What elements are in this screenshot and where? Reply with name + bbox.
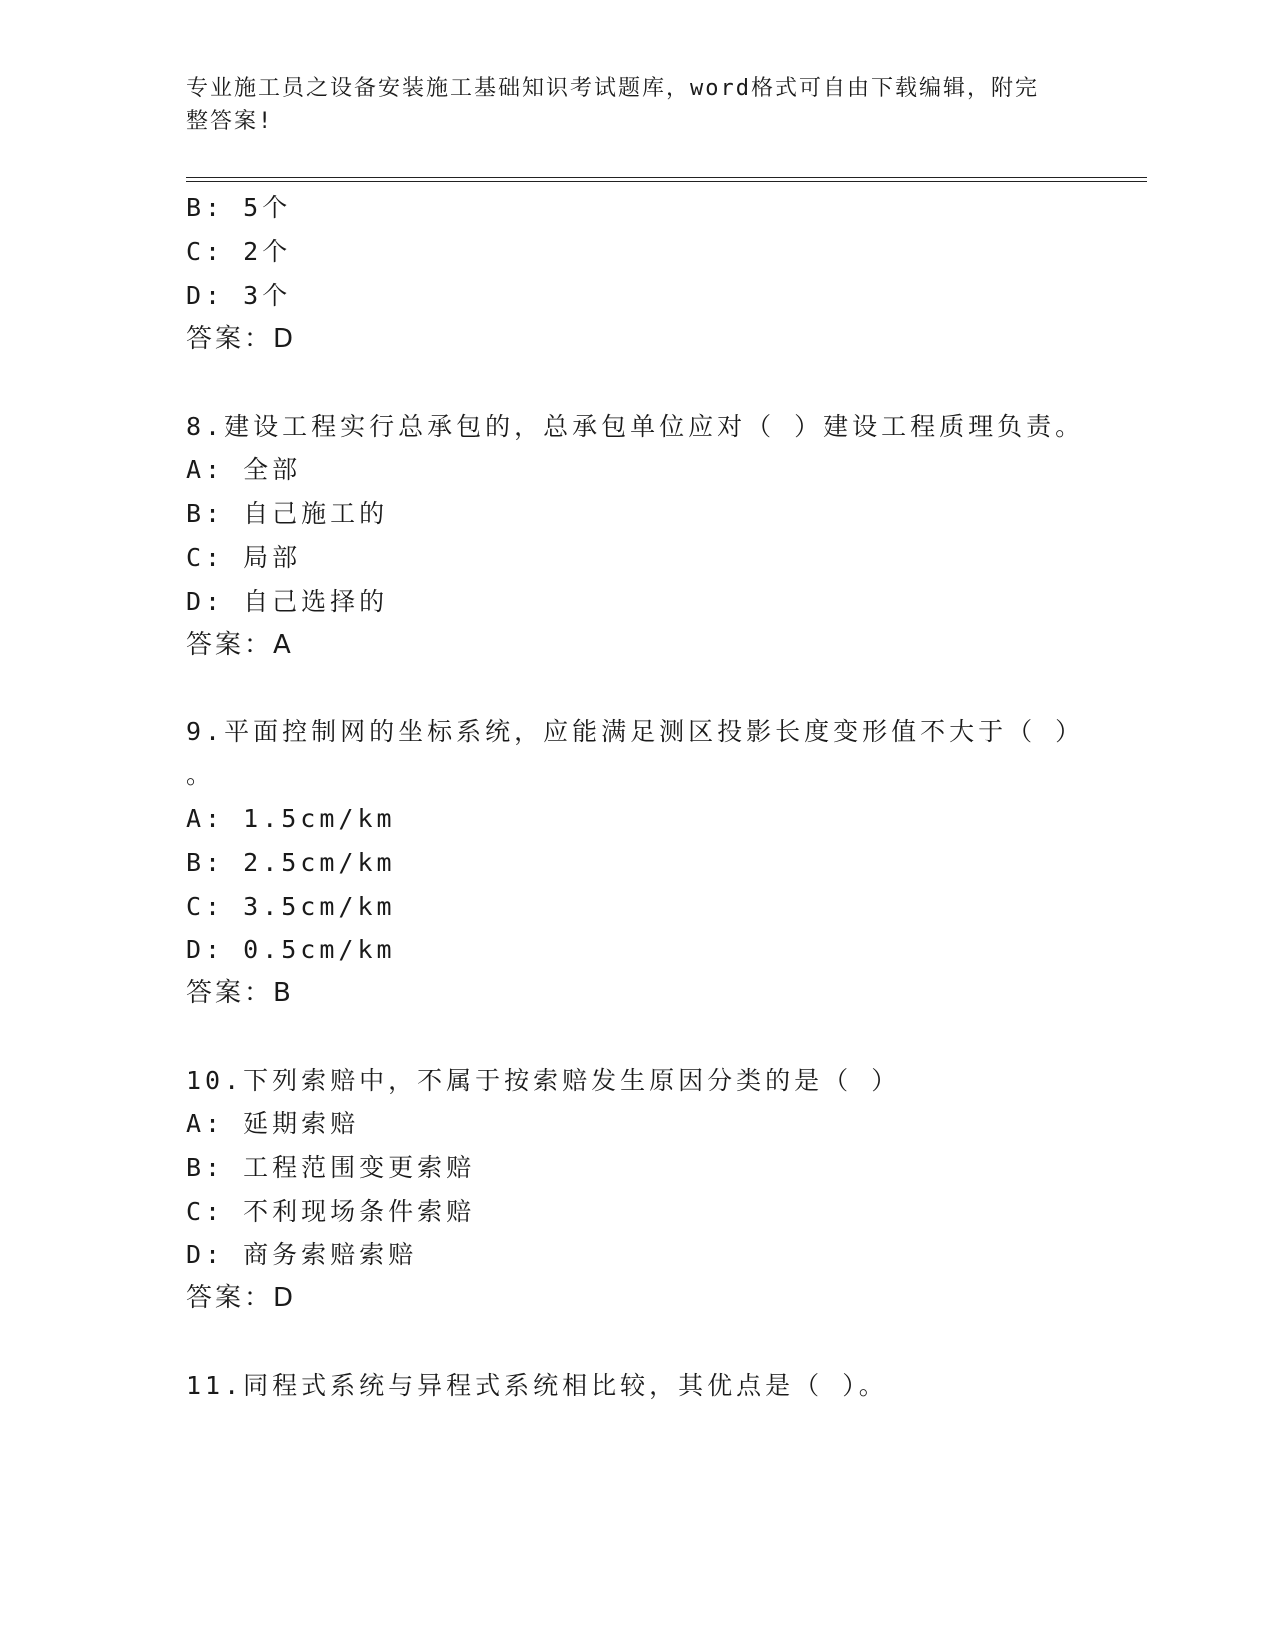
q10-question: 10.下列索赔中，不属于按索赔发生原因分类的是（ ） — [186, 1066, 901, 1095]
q10-option-d: D: 商务索赔索赔 — [186, 1240, 418, 1269]
document-header — [186, 72, 1066, 138]
header-divider-bottom — [186, 181, 1147, 182]
header-line-2: 整答案! — [186, 109, 274, 134]
q9-question: 9.平面控制网的坐标系统，应能满足测区投影长度变形值不大于（ ） — [186, 717, 1085, 746]
q7-option-b: B: 5个 — [186, 193, 292, 222]
q8-option-a: A: 全部 — [186, 455, 302, 484]
q9-answer: 答案：B — [186, 978, 294, 1008]
q9-option-c: C: 3.5cm/km — [186, 892, 396, 921]
q10-option-b: B: 工程范围变更索赔 — [186, 1153, 476, 1182]
q7-option-d: D: 3个 — [186, 281, 292, 310]
q11-question: 11.同程式系统与异程式系统相比较，其优点是（ ）。 — [186, 1371, 888, 1400]
header-line-1: 专业施工员之设备安装施工基础知识考试题库，word格式可自由下载编辑，附完 — [186, 76, 1039, 101]
q9-option-d: D: 0.5cm/km — [186, 935, 396, 964]
q10-answer: 答案：D — [186, 1283, 297, 1313]
q7-answer: 答案：D — [186, 324, 297, 354]
q10-option-c: C: 不利现场条件索赔 — [186, 1197, 476, 1226]
q9-question-continuation: 。 — [186, 760, 216, 789]
header-divider-top — [186, 177, 1147, 178]
q9-option-a: A: 1.5cm/km — [186, 804, 396, 833]
q8-option-b: B: 自己施工的 — [186, 499, 389, 528]
q7-option-c: C: 2个 — [186, 237, 292, 266]
q8-option-c: C: 局部 — [186, 543, 302, 572]
q10-option-a: A: 延期索赔 — [186, 1109, 360, 1138]
q8-option-d: D: 自己选择的 — [186, 587, 389, 616]
q9-option-b: B: 2.5cm/km — [186, 848, 396, 877]
q8-answer: 答案：A — [186, 630, 294, 660]
q8-question: 8.建设工程实行总承包的，总承包单位应对（ ）建设工程质理负责。 — [186, 412, 1085, 441]
